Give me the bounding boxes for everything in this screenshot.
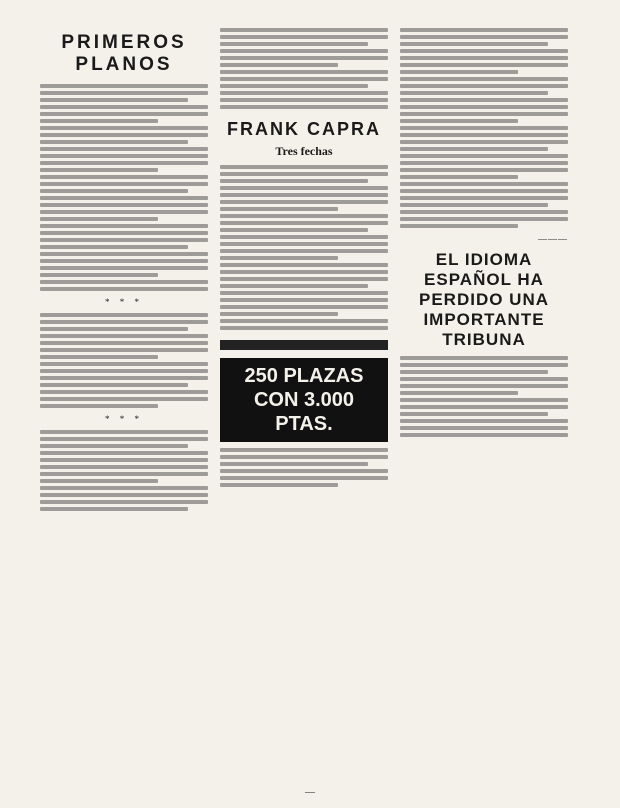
ad-rule xyxy=(220,340,388,350)
body-text xyxy=(40,430,208,511)
advertisement-headline: 250 PLAZAS CON 3.000 PTAS. xyxy=(220,358,388,442)
body-text xyxy=(400,356,568,437)
page-number: — xyxy=(305,787,315,798)
article-subtitle: Tres fechas xyxy=(275,144,333,158)
ad-body xyxy=(220,448,388,487)
column-1 xyxy=(40,28,208,511)
signature: ——— xyxy=(538,234,568,244)
column-2 xyxy=(220,28,388,511)
body-text xyxy=(220,28,388,109)
article-title: FRANK CAPRA xyxy=(227,119,381,139)
column-3 xyxy=(400,28,568,511)
body-text xyxy=(400,28,568,228)
body-text xyxy=(40,84,208,291)
body-text xyxy=(220,165,388,330)
body-text xyxy=(40,313,208,408)
article-title: EL IDIOMA ESPAÑOL HA PERDIDO UNA IMPORTANTE TRIBUNA xyxy=(418,250,549,349)
separator: * * * xyxy=(105,297,143,307)
separator: * * * xyxy=(105,414,143,424)
section-title: PRIMEROS PLANOS xyxy=(61,32,187,75)
